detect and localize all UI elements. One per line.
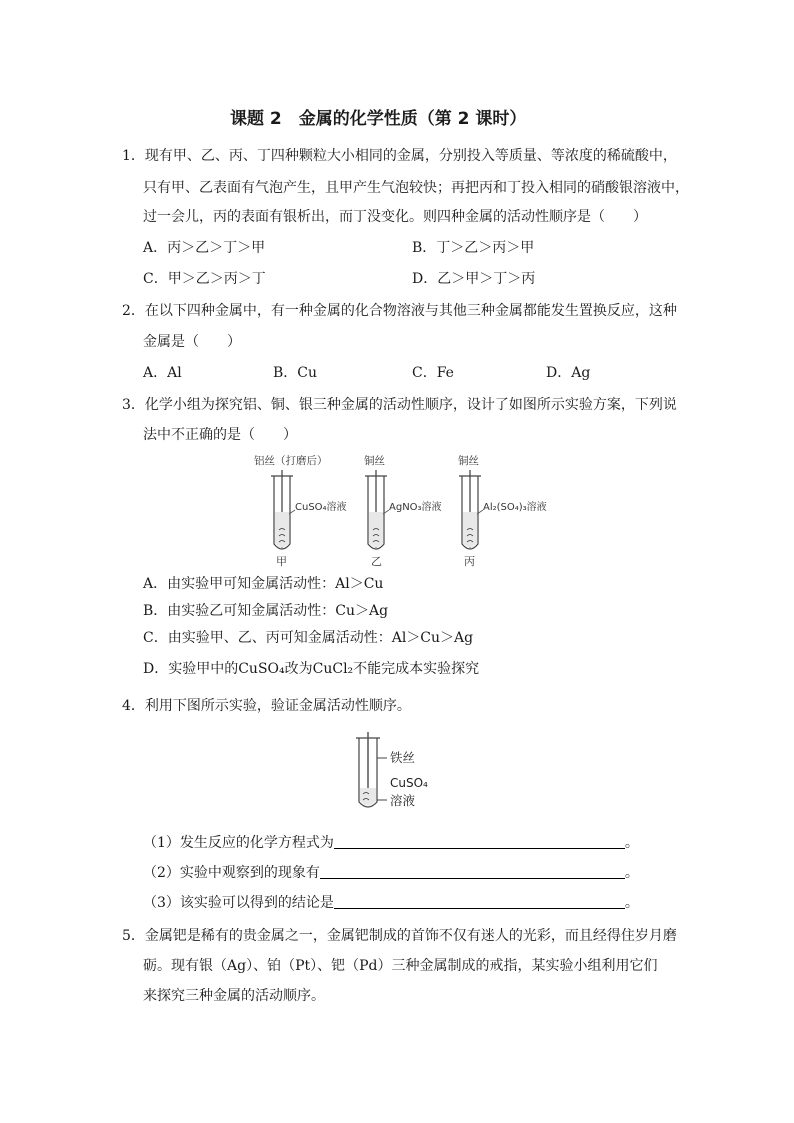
q2-line-2: 金属是（ ） xyxy=(143,334,241,350)
q2-option-b: B．Cu xyxy=(273,365,318,381)
q5-line-1: 5．金属钯是稀有的贵金属之一，金属钯制成的首饰不仅有迷人的光彩，而且经得住岁月磨 xyxy=(122,928,677,944)
q4-part-1 xyxy=(143,833,639,853)
q3-option-c: C．由实验甲、乙、丙可知金属活动性：Al＞Cu＞Ag xyxy=(143,630,474,646)
q5-line-2: 砺。现有银（Ag）、铂（Pt）、钯（Pd）三种金属制成的戒指，某实验小组利用它们 xyxy=(143,958,658,974)
q3-test-tubes-figure xyxy=(248,452,558,570)
q3-option-d: D．实验甲中的CuSO₄改为CuCl₂不能完成本实验探究 xyxy=(143,661,480,677)
q1-line-1: 1．现有甲、乙、丙、丁四种颗粒大小相同的金属，分别投入等质量、等浓度的稀硫酸中， xyxy=(122,148,677,164)
q4-stem: 4．利用下图所示实验，验证金属活动性顺序。 xyxy=(122,698,411,714)
tube-bing-label: 丙 xyxy=(464,555,475,568)
q4-part-2-answer-blank[interactable] xyxy=(320,864,625,879)
q4-part-3 xyxy=(143,893,639,913)
q4-part-3-answer-blank[interactable] xyxy=(334,894,625,909)
cuso4-label: CuSO₄ xyxy=(390,776,428,790)
tube-bing-solution-label: Al₂(SO₄)₃溶液 xyxy=(483,502,547,513)
q3-option-a: A．由实验甲可知金属活动性：Al＞Cu xyxy=(143,576,384,592)
q4-part-2-end: 。 xyxy=(624,865,639,881)
test-tube-yi xyxy=(364,454,442,568)
q1-option-c: C．甲＞乙＞丙＞丁 xyxy=(143,271,266,287)
q1-option-b: B．丁＞乙＞丙＞甲 xyxy=(412,240,535,256)
q4-iron-wire-figure xyxy=(350,730,470,812)
q3-option-b: B．由实验乙可知金属活动性：Cu＞Ag xyxy=(143,603,389,619)
page-title: 课题 2 金属的化学性质（第 2 课时） xyxy=(230,109,527,129)
q4-part-3-end: 。 xyxy=(624,895,639,911)
q1-line-2: 只有甲、乙表面有气泡产生，且甲产生气泡较快；再把丙和丁投入相同的硝酸银溶液中， xyxy=(143,180,689,196)
q4-part-1-answer-blank[interactable] xyxy=(334,834,625,849)
iron-wire-label: 铁丝 xyxy=(390,750,416,765)
q1-line-3: 过一会儿，丙的表面有银析出，而丁没变化。则四种金属的活动性顺序是（ ） xyxy=(143,209,647,225)
q4-part-1-end: 。 xyxy=(624,835,639,851)
q2-line-1: 2．在以下四种金属中，有一种金属的化合物溶液与其他三种金属都能发生置换反应，这种 xyxy=(122,303,677,319)
q2-option-c: C．Fe xyxy=(412,365,454,381)
q4-part-3-text: （3）该实验可以得到的结论是 xyxy=(143,895,334,911)
q4-part-2 xyxy=(143,863,639,883)
q3-line-2: 法中不正确的是（ ） xyxy=(143,427,297,443)
tube-bing-wire-label: 铜丝 xyxy=(458,455,479,467)
tube-yi-solution-label: AgNO₃溶液 xyxy=(389,502,442,513)
tube-yi-label: 乙 xyxy=(371,555,382,568)
q4-part-2-text: （2）实验中观察到的现象有 xyxy=(143,865,320,881)
q1-option-d: D．乙＞甲＞丁＞丙 xyxy=(412,271,536,287)
tube-jia-wire-label: 铝丝（打磨后） xyxy=(254,455,328,467)
q3-line-1: 3．化学小组为探究铝、铜、银三种金属的活动性顺序，设计了如图所示实验方案，下列说 xyxy=(122,397,677,413)
test-tube-bing xyxy=(458,454,547,568)
q1-option-a: A．丙＞乙＞丁＞甲 xyxy=(143,240,266,256)
q2-option-d: D．Ag xyxy=(546,365,591,381)
q4-part-1-text: （1）发生反应的化学方程式为 xyxy=(143,835,334,851)
solution-label: 溶液 xyxy=(390,793,416,808)
q5-line-3: 来探究三种金属的活动顺序。 xyxy=(143,988,325,1004)
tube-jia-label: 甲 xyxy=(276,555,287,568)
tube-jia-solution-label: CuSO₄溶液 xyxy=(295,502,347,513)
test-tube-jia xyxy=(254,454,347,568)
q2-option-a: A．Al xyxy=(143,365,182,381)
tube-yi-wire-label: 铜丝 xyxy=(364,455,385,467)
